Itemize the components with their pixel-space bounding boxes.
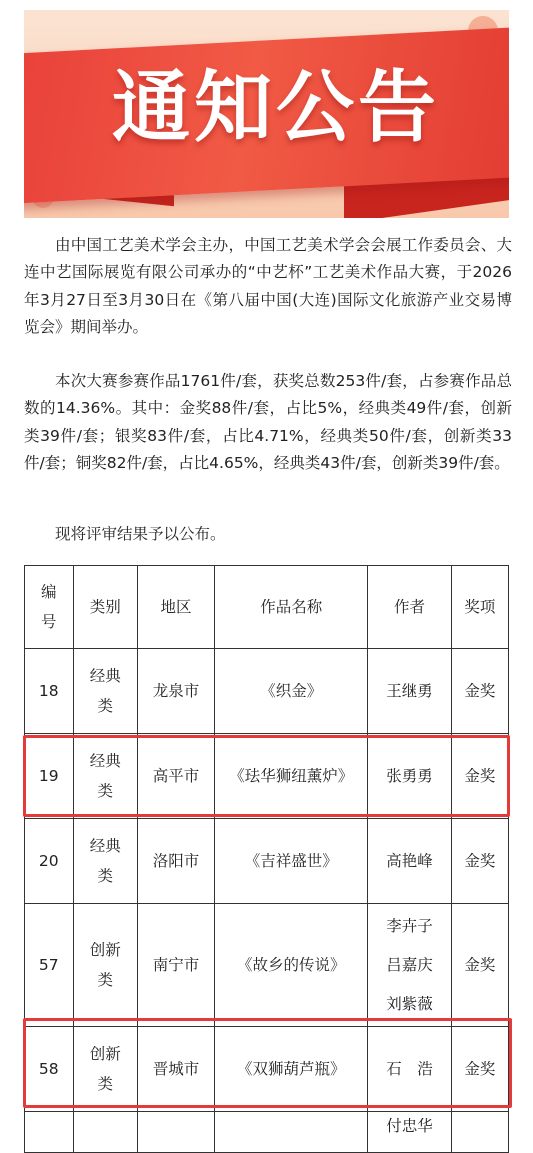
intro-paragraph-2: 本次大赛参赛作品1761件/套，获奖总数253件/套，占参赛作品总数的14.36%。其中：金奖88件/套，占比5%，经典类49件/套，创新类39件/套；银奖83件/套，占比4.71%，经典类50件/套，创新类33件/套；铜奖82件/套，占比4.65%，经典类43件/套，创新类39件/套。: [24, 372, 512, 473]
table-row: [25, 1112, 509, 1153]
cell-award: 金奖: [451, 734, 508, 819]
intro-paragraph-3: 现将评审结果予以公布。: [55, 525, 226, 543]
author-name: 李卉子: [386, 916, 433, 935]
cell-work: 《故乡的传说》: [215, 904, 368, 1027]
cell-award: 金奖: [451, 649, 508, 734]
cell-award: [451, 1112, 508, 1153]
author-name: 刘紫薇: [386, 994, 433, 1013]
cell-award: 金奖: [451, 819, 508, 904]
cell-no: 57: [25, 904, 74, 1027]
cell-no: 58: [25, 1027, 74, 1112]
cell-region: 南宁市: [137, 904, 214, 1027]
cell-work: 《双狮葫芦瓶》: [215, 1027, 368, 1112]
cell-no: 20: [25, 819, 74, 904]
header-award: 奖项: [451, 566, 508, 649]
highlight-box: [23, 1018, 512, 1108]
cell-award: 金奖: [451, 904, 508, 1027]
cell-no: [25, 1112, 74, 1153]
cell-author: 张勇勇: [368, 734, 451, 819]
header-author: 作者: [368, 566, 451, 649]
cell-category: 经典类: [73, 649, 137, 734]
cell-author: 付忠华: [368, 1112, 451, 1153]
header-region: 地区: [137, 566, 214, 649]
header-no: 编号: [25, 566, 74, 649]
table-header-row: [25, 566, 509, 649]
header-work: 作品名称: [215, 566, 368, 649]
cell-author: [368, 904, 451, 1027]
table-row: [25, 904, 509, 1027]
cell-region: [137, 1112, 214, 1153]
cell-region: 洛阳市: [137, 819, 214, 904]
banner-title: 通知公告: [111, 63, 440, 153]
table-row: [25, 649, 509, 734]
cell-work: 《珐华狮纽薰炉》: [215, 734, 368, 819]
highlight-box: [23, 735, 510, 817]
cell-author: 王继勇: [368, 649, 451, 734]
intro-paragraph-1: 由中国工艺美术学会主办，中国工艺美术学会会展工作委员会、大连中艺国际展览有限公司承办的“中艺杯”工艺美术作品大赛，于2026年3月27日至3月30日在《第八届中国(大连)国际文化旅游产业交易博览会》期间举办。: [24, 236, 513, 337]
cell-author: 石 浩: [368, 1027, 451, 1112]
cell-work: [215, 1112, 368, 1153]
author-name: 吕嘉庆: [386, 955, 433, 974]
cell-no: 19: [25, 734, 74, 819]
cell-region: 晋城市: [137, 1027, 214, 1112]
cell-region: 高平市: [137, 734, 214, 819]
cell-category: 经典类: [73, 734, 137, 819]
cell-work: 《吉祥盛世》: [215, 819, 368, 904]
cell-category: [73, 1112, 137, 1153]
cell-category: 创新类: [73, 904, 137, 1027]
notice-banner: [24, 10, 509, 218]
cell-author: 高艳峰: [368, 819, 451, 904]
cell-category: 经典类: [73, 819, 137, 904]
cell-region: 龙泉市: [137, 649, 214, 734]
cell-no: 18: [25, 649, 74, 734]
cell-work: 《织金》: [215, 649, 368, 734]
table-row: [25, 819, 509, 904]
cell-award: 金奖: [451, 1027, 508, 1112]
cell-category: 创新类: [73, 1027, 137, 1112]
header-category: 类别: [73, 566, 137, 649]
